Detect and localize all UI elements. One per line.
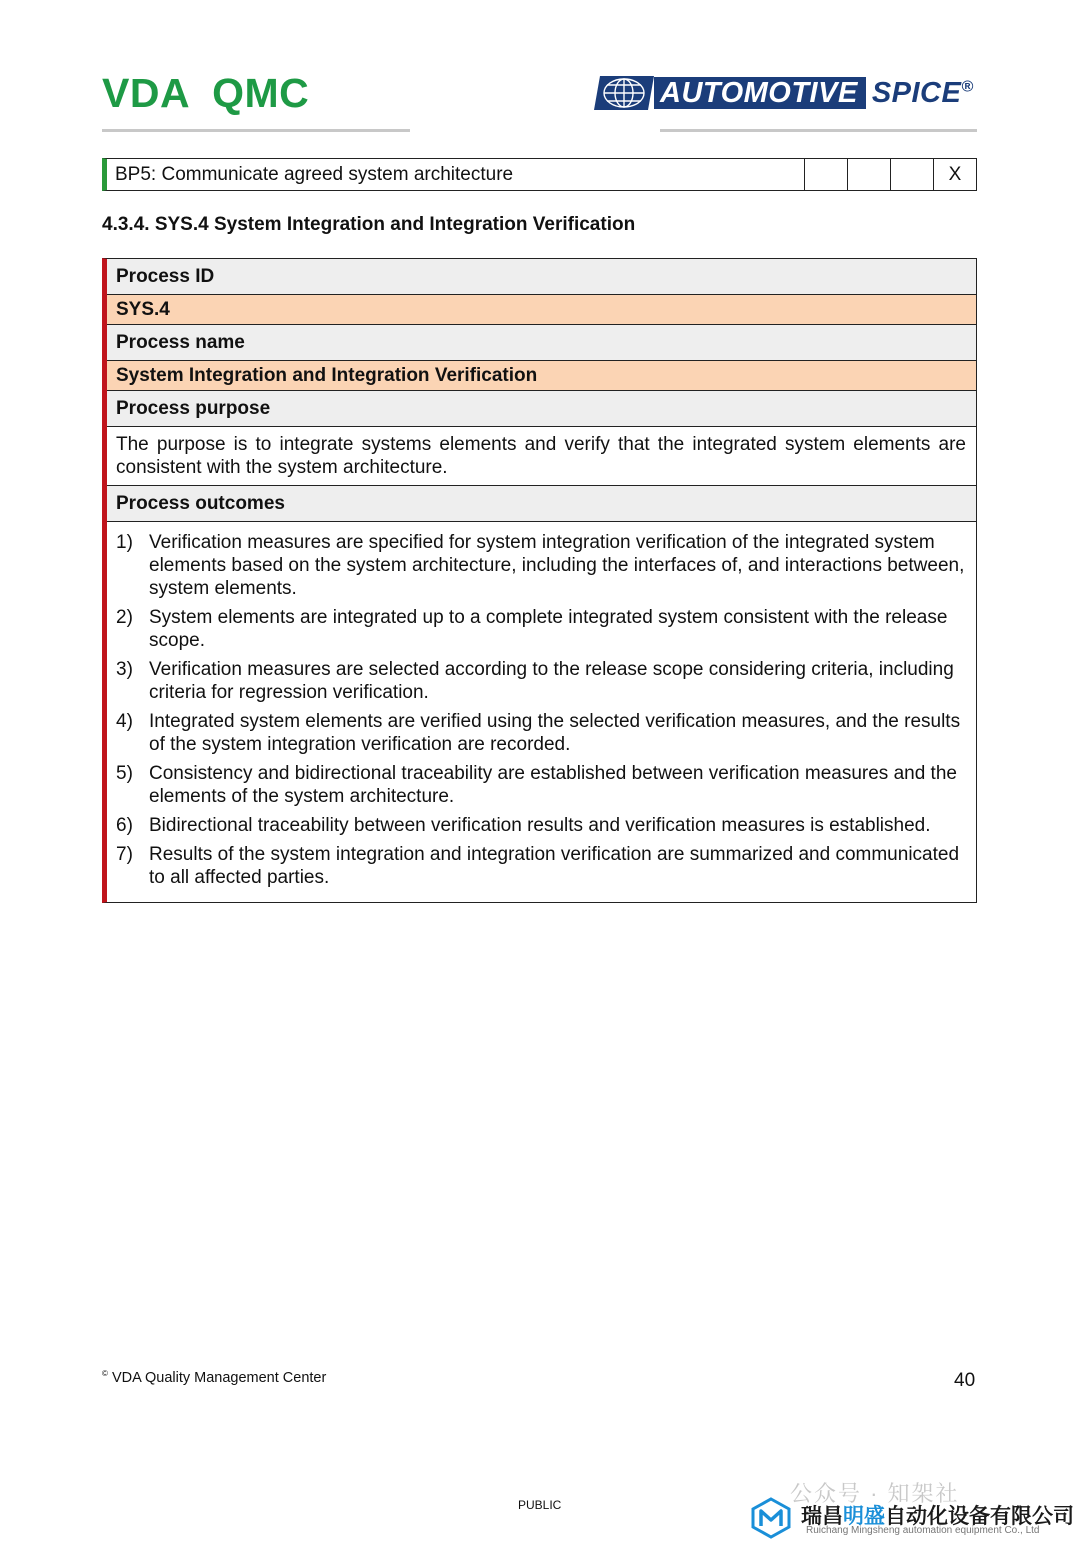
list-item: 7) Results of the system integration and integration verification are summarized and communicated to all affected parties. bbox=[116, 844, 960, 888]
automotive-spice-logo bbox=[594, 76, 974, 110]
page-number: 40 bbox=[954, 1370, 976, 1391]
list-item: 4) Integrated system elements are verified using the selected verification measures, and the results of the system integration verification are recorded. bbox=[116, 711, 961, 755]
vda-qmc-logo bbox=[102, 70, 309, 117]
process-outcomes-label: Process outcomes bbox=[107, 486, 976, 522]
section-title: 4.3.4. SYS.4 System Integration and Integration Verification bbox=[102, 214, 636, 235]
rating-cell bbox=[890, 159, 933, 190]
process-purpose-text: The purpose is to integrate systems elements and verify that the integrated system elements are consistent with the system architecture. bbox=[107, 427, 976, 486]
rating-cell: X bbox=[933, 159, 976, 190]
spice-word: SPICE® bbox=[871, 76, 974, 109]
list-item: 3) Verification measures are selected according to the release scope considering criteria, including criteria for regression verification. bbox=[116, 659, 954, 703]
list-item: 5) Consistency and bidirectional traceability are established between verification measures and the elements of the system architecture. bbox=[116, 763, 957, 807]
globe-icon bbox=[594, 76, 654, 110]
process-name-value: System Integration and Integration Verification bbox=[107, 361, 976, 391]
base-practice-row bbox=[102, 158, 977, 191]
rating-cell bbox=[804, 159, 847, 190]
footer-copyright: © VDA Quality Management Center bbox=[102, 1369, 327, 1386]
process-outcomes-list bbox=[107, 522, 976, 902]
company-name-cn: 瑞昌明盛自动化设备有限公司 bbox=[801, 1504, 1074, 1528]
base-practice-label: BP5: Communicate agreed system architecture bbox=[115, 164, 514, 185]
process-purpose-label: Process purpose bbox=[107, 391, 976, 427]
header-rule-right bbox=[660, 129, 977, 132]
qmc-logo-text: QMC bbox=[212, 70, 310, 116]
header-rule-left bbox=[102, 129, 410, 132]
company-logo-icon bbox=[750, 1497, 792, 1539]
process-id-value: SYS.4 bbox=[107, 295, 976, 325]
process-name-label: Process name bbox=[107, 325, 976, 361]
spice-band-text: AUTOMOTIVE bbox=[654, 77, 866, 109]
process-id-label: Process ID bbox=[107, 259, 976, 295]
rating-cell bbox=[847, 159, 890, 190]
list-item: 2) System elements are integrated up to a complete integrated system consistent with the release scope. bbox=[116, 607, 948, 651]
list-item: 1) Verification measures are specified for system integration verification of the integrated system elements based on the system architecture, including the interfaces of, and interactions between, system elements. bbox=[116, 532, 965, 599]
company-name-en: Ruichang Mingsheng automation equipment Co., Ltd bbox=[806, 1525, 1040, 1536]
classification-label: PUBLIC bbox=[518, 1498, 562, 1512]
process-table bbox=[102, 258, 977, 903]
watermark-faded-text: 公众号 · 知架社 bbox=[790, 1481, 960, 1506]
list-item: 6) Bidirectional traceability between verification results and verification measures is established. bbox=[116, 815, 931, 836]
vda-logo-text: VDA bbox=[102, 70, 191, 116]
